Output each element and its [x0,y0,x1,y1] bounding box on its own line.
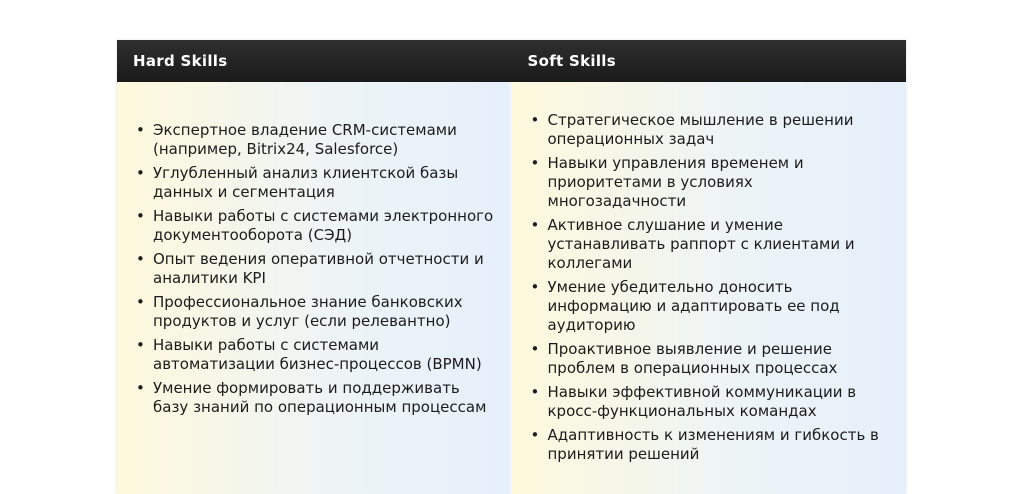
list-item [528,278,897,335]
skill-text: Углубленный анализ клиентской базы данных и сегментация [153,164,459,201]
hard-skills-column [117,82,512,494]
bullet-icon: • [530,278,540,296]
bullet-icon: • [530,383,540,401]
skill-text: Активное слушание и умение устанавливать раппорт с клиентами и коллегами [547,216,855,272]
bullet-icon: • [530,154,540,172]
bullet-icon: • [530,216,540,234]
list-item [528,426,897,464]
skill-text: Умение убедительно доносить информацию и адаптировать ее под аудиторию [547,278,840,334]
list-item [528,111,897,149]
skill-text: Опыт ведения оперативной отчетности и аналитики KPI [153,250,484,287]
table-body [117,82,906,494]
skill-text: Профессиональное знание банковских продуктов и услуг (если релевантно) [153,293,463,330]
hard-skills-list [133,121,500,422]
soft-skills-column [512,82,907,494]
skill-text: Навыки эффективной коммуникации в кросс-функциональных командах [547,383,857,420]
skill-text: Навыки работы с системами автоматизации бизнес-процессов (BPMN) [153,336,482,373]
soft-skills-header: Soft Skills [527,52,616,70]
bullet-icon: • [136,121,145,139]
soft-skills-list [528,111,897,469]
skill-text: Навыки управления временем и приоритетами в условиях многозадачности [547,154,804,210]
list-item [528,340,897,378]
bullet-icon: • [530,111,540,129]
skill-text: Проактивное выявление и решение проблем в операционных процессах [547,340,838,377]
skills-table [117,40,906,494]
list-item [133,293,500,331]
hard-skills-header: Hard Skills [133,52,228,70]
list-item [133,164,500,202]
bullet-icon: • [136,293,145,311]
list-item [528,383,897,421]
skill-text: Экспертное владение CRM-системами (например, Bitrix24, Salesforce) [153,121,457,158]
list-item [133,207,500,245]
list-item [528,216,897,273]
bullet-icon: • [136,207,145,225]
list-item [133,121,500,159]
table-header [117,40,906,82]
list-item [133,336,500,374]
bullet-icon: • [530,426,540,444]
bullet-icon: • [136,336,145,354]
list-item [133,379,500,417]
skill-text: Стратегическое мышление в решении операционных задач [547,111,854,148]
skill-text: Умение формировать и поддерживать базу знаний по операционным процессам [153,379,487,416]
bullet-icon: • [136,379,145,397]
list-item [528,154,897,211]
bullet-icon: • [136,164,145,182]
skill-text: Адаптивность к изменениям и гибкость в принятии решений [547,426,879,463]
bullet-icon: • [530,340,540,358]
bullet-icon: • [136,250,145,268]
list-item [133,250,500,288]
skill-text: Навыки работы с системами электронного документооборота (СЭД) [153,207,494,244]
